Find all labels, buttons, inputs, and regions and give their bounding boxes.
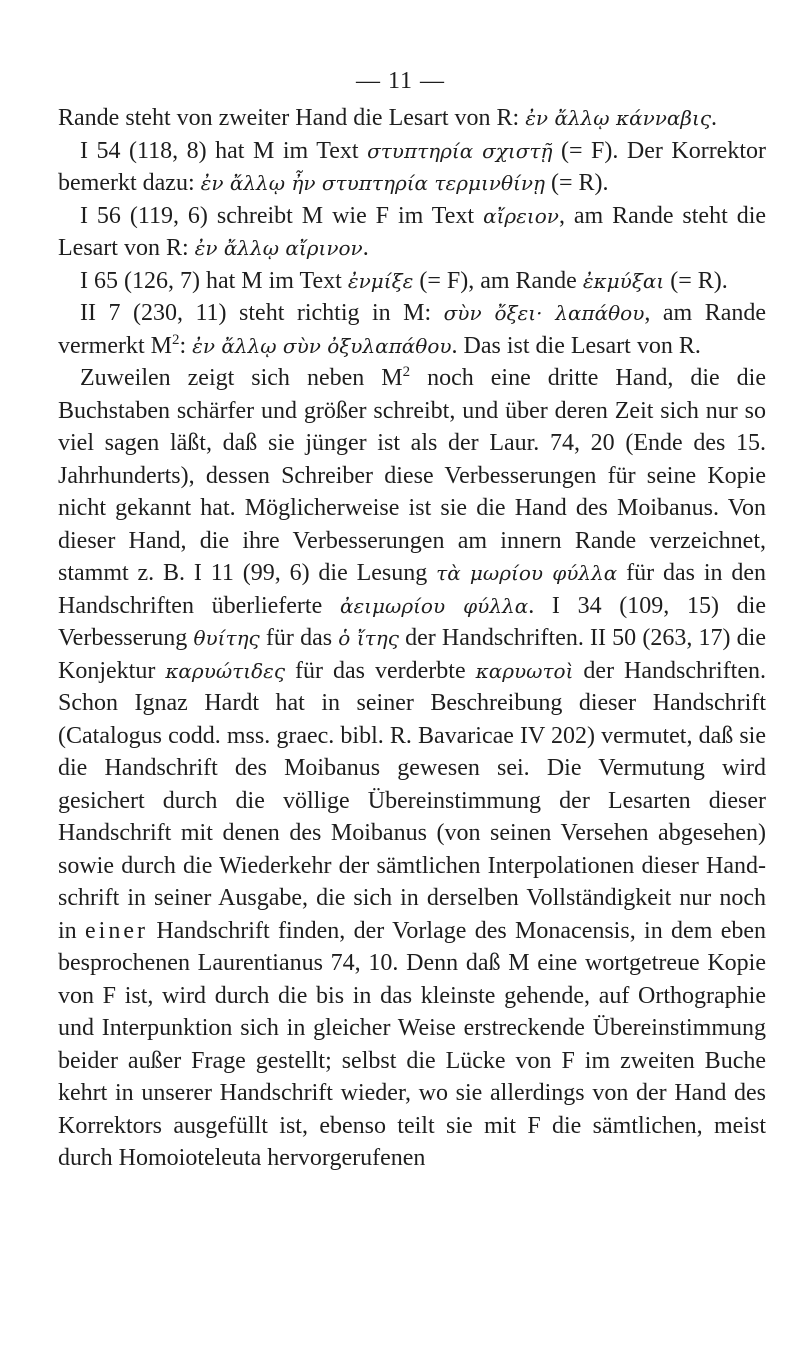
text-run: Zuweilen zeigt sich neben M — [80, 365, 403, 391]
greek-quotation: σὺν ὄξει· λαπάθου — [443, 301, 645, 325]
superscript: 2 — [171, 331, 180, 348]
greek-quotation: ἐν ἄλλῳ αἴρινον — [194, 236, 363, 260]
text-run: I 56 (119, 6) schreibt M wie F im Text — [80, 202, 484, 229]
text-run: : — [179, 332, 193, 359]
text-run: , am Rande vermerkt M — [58, 300, 767, 359]
paragraph — [58, 135, 766, 200]
paragraph — [58, 265, 766, 298]
greek-quotation: θυίτης — [193, 626, 260, 650]
text-run: für das in den Handschriften überlieferte — [58, 560, 766, 619]
greek-quotation: ἐν ἄλλῳ ἦν στυπτηρία τερμινθίνῃ — [200, 171, 545, 195]
greek-quotation: ἐνμίξε — [347, 268, 414, 293]
text-run: der Handschriften. Schon Ignaz Hardt hat in seiner Beschreibung dieser Handschrift (Catalogus codd. mss. graec. bibl. R. Bavaricae IV 202) vermutet, daß sie die Handschrift des Moibanus gewesen sei. Die Vermutung wird gesichert durch die völlige Übereinstimmung der Lesarten dieser Handschrift mit denen des Moibanus (von seinen Versehen abgesehen) sowie durch die Wiederkehr der sämtlichen Interpolationen dieser Handschrift in seiner Ausgabe, die sich in derselben Vollständigkeit nur noch in — [58, 657, 767, 944]
text-run: . Das ist die Lesart von R. — [451, 332, 701, 359]
text-run: . — [362, 235, 369, 261]
text-run: (= R). — [664, 267, 728, 294]
page-number: — 11 — — [355, 68, 446, 94]
greek-quotation: καρυωτοὶ — [475, 658, 574, 683]
greek-quotation: ἀειμωρίου φύλλα — [339, 593, 529, 618]
text-run: für das verderbte — [285, 657, 476, 684]
text-run: noch eine dritte Hand, die die Buchstaben schärfer und größer schreibt, und über deren Zeit sich nur so viel sagen läßt, daß sie jünger ist als der Laur. 74, 20 (Ende des 15. Jahrhunderts), dessen Schreiber diese Verbesserungen für seine Kopie nicht gekannt hat. Möglicherweise ist sie die Hand des Moibanus. Von dieser Hand, die ihre Verbesserungen am innern Rande verzeichnet, stammt z. B. I 11 (99, 6) die Lesung — [58, 365, 767, 586]
text-run: (= F). Der Korrektor bemerkt dazu: — [58, 137, 766, 196]
text-run: für das — [259, 625, 339, 651]
text-run: I 54 (118, 8) hat M im Text — [80, 137, 368, 164]
body-text — [58, 102, 766, 1175]
greek-quotation: στυπτηρία σχιστῇ — [367, 138, 553, 163]
text-run: Handschrift finden, der Vorlage des Monacensis, in dem eben besprochenen Laurentianus 74, 10. Denn daß M eine wortgetreue Kopie von F ist, wird durch die bis in das kleinste gehende, auf Orthographie und Interpunktion sich in gleicher Weise erstreckende Übereinstimmung beider außer Frage gestellt; selbst die Lücke von F im zweiten Buche kehrt in unserer Handschrift wieder, wo sie allerdings von der Hand des Korrektors ausgefüllt ist, ebenso teilt sie mit F die sämtlichen, meist durch Homoioteleuta hervorgerufenen — [58, 917, 767, 1171]
greek-quotation: ἐκμύξαι — [582, 268, 665, 293]
paragraph — [58, 297, 766, 362]
greek-quotation: ἐν ἄλλῳ σὺν ὀξυλαπάθου — [192, 333, 452, 358]
paragraph — [58, 200, 766, 265]
text-run: . I 34 (109, 15) die Verbesserung — [58, 592, 766, 651]
text-run: I 65 (126, 7) hat M im Text — [80, 267, 348, 294]
greek-quotation: καρυώτιδες — [165, 658, 286, 683]
text-run: (= R). — [544, 170, 609, 196]
greek-quotation: τὰ μωρίου φύλλα — [436, 561, 618, 585]
text-run: der Handschriften. II 50 (263, 17) die Konjektur — [58, 625, 766, 684]
emphasized-text: einer — [85, 917, 148, 944]
greek-quotation: ὁ ἴτης — [338, 626, 399, 650]
text-run: , am Rande steht die Lesart von R: — [58, 202, 767, 261]
text-run: (= F), am Rande — [413, 267, 583, 294]
greek-quotation: αἴρειον — [483, 203, 559, 228]
text-run: . — [711, 105, 718, 131]
paragraph — [58, 362, 766, 1175]
text-run: II 7 (230, 11) steht richtig in M: — [80, 300, 444, 326]
superscript: 2 — [402, 364, 411, 380]
paragraph — [58, 102, 766, 135]
greek-quotation: ἐν ἄλλῳ κάνναβις — [525, 106, 712, 130]
text-run: Rande steht von zweiter Hand die Lesart von R: — [58, 105, 526, 131]
